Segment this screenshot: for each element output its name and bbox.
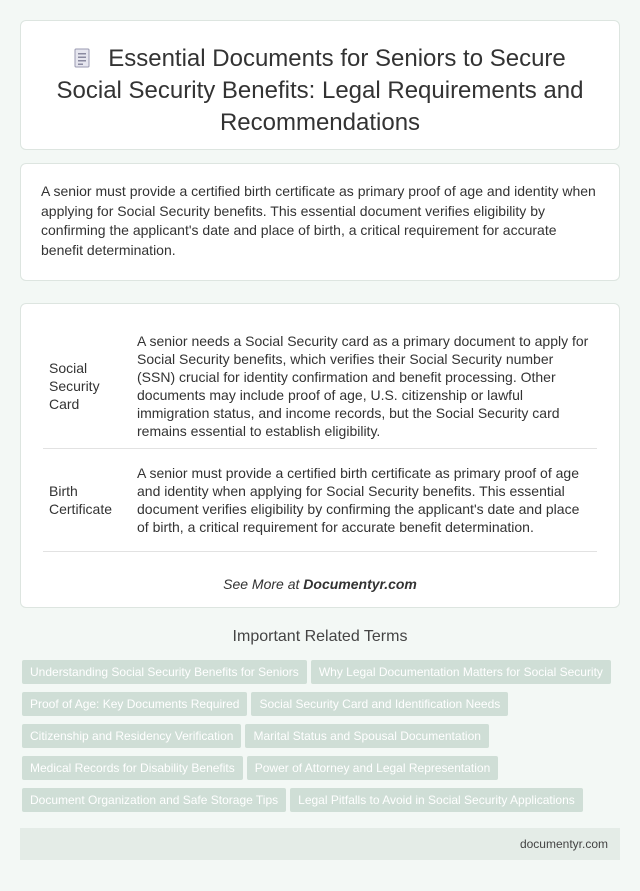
table-row [43,324,597,449]
related-tag[interactable]: Understanding Social Security Benefits for Seniors [22,660,307,684]
related-tags [22,660,622,820]
related-tag[interactable]: Proof of Age: Key Documents Required [22,692,247,716]
related-tag[interactable]: Social Security Card and Identification Needs [251,692,508,716]
related-tag[interactable]: Citizenship and Residency Verification [22,724,241,748]
footer-site[interactable]: documentyr.com [519,837,608,851]
document-description: A senior needs a Social Security card as a primary document to apply for Social Security benefits, which verifies their Social Security number (SSN) crucial for identity confirmation and benefit processing. Other documents may include proof of age, U.S. citizenship or lawful immigration status, and income records, but the Social Security card remains essential to establish eligibility. [137,333,589,439]
documents-card [20,303,620,608]
intro-text: A senior must provide a certified birth certificate as primary proof of age and identity when applying for Social Security benefits. This essential document verifies eligibility by confirming the applicant's date and place of birth, a critical requirement for accurate benefit determination. [41,183,596,258]
related-tag[interactable]: Marital Status and Spousal Documentation [245,724,488,748]
footer [20,828,620,860]
title-card [20,20,620,150]
page-title [21,43,619,139]
related-terms-title: Important Related Terms [232,628,408,645]
document-name: Social Security Card [49,360,100,412]
document-name: Birth Certificate [49,483,113,517]
see-more-link[interactable] [43,576,597,592]
related-tag[interactable]: Document Organization and Safe Storage Tips [22,788,286,812]
related-tag[interactable]: Why Legal Documentation Matters for Social Security [311,660,611,684]
page-title-text: Essential Documents for Seniors to Secure Social Security Benefits: Legal Requirements and Recommendations [56,45,584,136]
document-icon [74,45,90,65]
table-row [43,449,597,552]
related-tag[interactable]: Medical Records for Disability Benefits [22,756,243,780]
related-tag[interactable]: Power of Attorney and Legal Representation [247,756,499,780]
see-more-prefix: See More at [223,576,300,592]
see-more-site[interactable]: Documentyr.com [303,576,417,592]
document-description: A senior must provide a certified birth certificate as primary proof of age and identity when applying for Social Security benefits. This essential document verifies eligibility by confirming the applicant's date and place of birth, a critical requirement for accurate benefit determination. [137,465,580,535]
related-tag[interactable]: Legal Pitfalls to Avoid in Social Security Applications [290,788,583,812]
intro-card [20,163,620,281]
documents-table [43,324,597,552]
